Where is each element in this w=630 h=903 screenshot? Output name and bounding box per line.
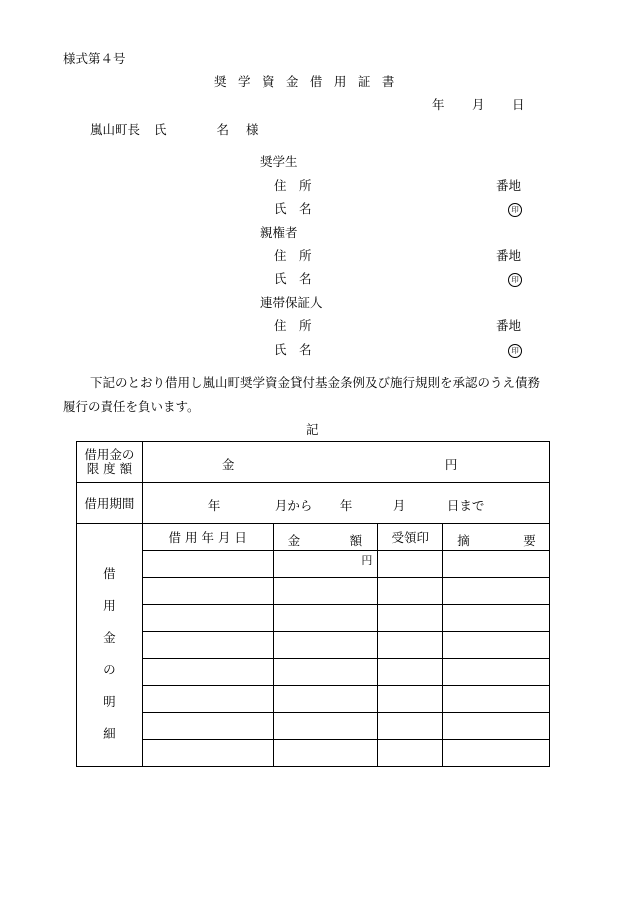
guardian-seal-icon: 印 [508,272,522,287]
summary-cell[interactable] [443,659,550,686]
party-role-guardian: 親権者 [260,225,298,240]
date-year-label: 年 [432,97,445,112]
summary-cell[interactable] [443,713,550,740]
loan-table [76,441,550,767]
limit-amount-field[interactable]: 金 円 [142,442,549,483]
date-cell[interactable] [142,659,273,686]
col-header-receipt: 受領印 [378,524,443,551]
limit-label-cell: 借用金の 限 度 額 [77,442,143,483]
amount-cell[interactable] [273,713,378,740]
scholar-banchi-label: 番地 [496,178,522,193]
party-role-scholar: 奨学生 [260,154,298,169]
party-role-guarantor: 連帯保証人 [260,295,323,310]
table-row [77,713,550,740]
summary-cell[interactable] [443,686,550,713]
amount-cell[interactable] [273,605,378,632]
guarantor-banchi-label: 番地 [496,318,522,333]
guarantor-address-label: 住 所 [274,318,312,333]
table-row [77,578,550,605]
table-row [77,659,550,686]
amount-cell[interactable]: 円 [273,551,378,578]
receipt-cell[interactable] [378,659,443,686]
summary-cell[interactable] [443,578,550,605]
date-cell[interactable] [142,605,273,632]
date-cell[interactable] [142,551,273,578]
receipt-cell[interactable] [378,740,443,767]
date-cell[interactable] [142,578,273,605]
amount-cell[interactable] [273,632,378,659]
col-header-amount: 金 額 [273,524,378,551]
scholar-name-label: 氏 名 [274,201,312,216]
guardian-address-label: 住 所 [274,248,312,263]
summary-cell[interactable] [443,740,550,767]
amount-cell[interactable] [273,578,378,605]
table-row [77,551,550,578]
document-title: 奨 学 資 金 借 用 証 書 [214,74,399,89]
detail-vertical-label: 借 用 金 の 明 細 [77,524,143,767]
summary-cell[interactable] [443,632,550,659]
table-row [77,605,550,632]
date-cell[interactable] [142,632,273,659]
col-header-summary: 摘 要 [443,524,550,551]
ki-heading: 記 [306,422,319,437]
table-row [77,740,550,767]
receipt-cell[interactable] [378,713,443,740]
scholar-seal-icon: 印 [508,202,522,217]
date-cell[interactable] [142,686,273,713]
summary-cell[interactable] [443,551,550,578]
body-line-2: 履行の責任を負います。 [63,399,200,414]
summary-cell[interactable] [443,605,550,632]
scholar-address-label: 住 所 [274,178,312,193]
amount-cell[interactable] [273,686,378,713]
guardian-banchi-label: 番地 [496,248,522,263]
form-number: 様式第４号 [63,51,126,66]
col-header-date: 借 用 年 月 日 [142,524,273,551]
receipt-cell[interactable] [378,632,443,659]
addressee-title: 嵐山町長 [90,122,141,137]
receipt-cell[interactable] [378,578,443,605]
receipt-cell[interactable] [378,686,443,713]
date-cell[interactable] [142,713,273,740]
amount-cell[interactable] [273,659,378,686]
guardian-name-label: 氏 名 [274,271,312,286]
loan-period-field[interactable]: 年 月から 年 月 日まで [142,483,549,524]
date-month-label: 月 [472,97,485,112]
table-row [77,632,550,659]
receipt-cell[interactable] [378,551,443,578]
table-row [77,686,550,713]
addressee-name-field: 氏 名 [154,122,230,137]
date-day-label: 日 [512,97,525,112]
receipt-cell[interactable] [378,605,443,632]
period-label-cell: 借用期間 [77,483,143,524]
body-line-1: 下記のとおり借用し嵐山町奨学資金貸付基金条例及び施行規則を承認のうえ債務 [90,375,541,390]
guarantor-name-label: 氏 名 [274,342,312,357]
amount-cell[interactable] [273,740,378,767]
addressee-honorific: 様 [246,122,259,137]
date-cell[interactable] [142,740,273,767]
guarantor-seal-icon: 印 [508,343,522,358]
